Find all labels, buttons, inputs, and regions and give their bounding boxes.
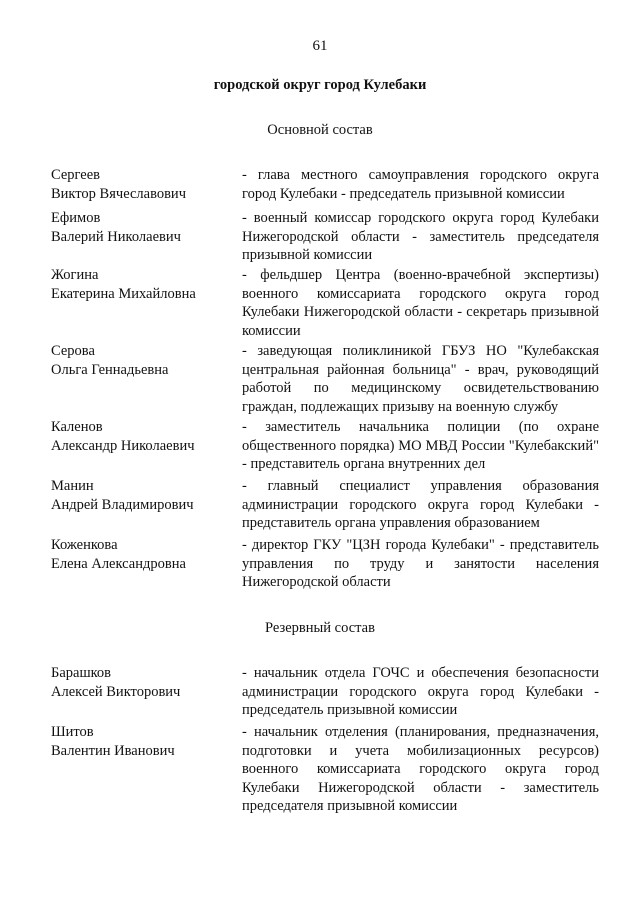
member-given-names: Ольга Геннадьевна [51,361,169,378]
member-name [51,723,239,760]
member-role: - заведующая поликлиникой ГБУЗ НО "Кулебакская центральная районная больница" - врач, руководящий работой по медицинскому освидетельствованию граждан, подлежащих призыву на военную службу [242,343,599,415]
member-name [51,166,239,203]
section-heading-main: Основной состав [267,122,373,138]
member-surname: Манин [51,478,94,494]
member-surname: Барашков [51,665,112,681]
member-given-names: Андрей Владимирович [51,496,194,513]
member-surname: Каленов [51,419,103,435]
member-name [51,342,239,379]
section-heading-reserve: Резервный состав [265,620,375,636]
member-given-names: Виктор Вячеславович [51,185,186,202]
member-role: - глава местного самоуправления городского округа город Кулебаки - председатель призывной комиссии [242,167,599,202]
member-given-names: Алексей Викторович [51,683,181,700]
member-name [51,266,239,303]
member-role: - военный комиссар городского округа город Кулебаки Нижегородской области - заместитель председателя призывной комиссии [242,210,599,264]
member-name [51,477,239,514]
member-surname: Шитов [51,724,94,740]
member-surname: Серова [51,343,95,359]
member-name [51,418,239,455]
member-given-names: Александр Николаевич [51,437,195,454]
document-title: городской округ город Кулебаки [213,77,427,93]
member-role: - главный специалист управления образования администрации городского округа город Кулебаки - представитель органа управления образованием [242,478,599,532]
member-given-names: Валерий Николаевич [51,228,181,245]
member-role: - фельдшер Центра (военно-врачебной экспертизы) военного комиссариата городского округа город Кулебаки Нижегородской области - секретарь призывной комиссии [242,267,599,339]
member-surname: Коженкова [51,537,118,553]
member-surname: Ефимов [51,210,101,226]
member-given-names: Екатерина Михайловна [51,285,196,302]
member-role: - директор ГКУ "ЦЗН города Кулебаки" - представитель управления по труду и занятости населения Нижегородской области [242,537,599,591]
member-surname: Жогина [51,267,99,283]
member-role: - начальник отделения (планирования, предназначения, подготовки и учета мобилизационных ресурсов) военного комиссариата городского округа город Кулебаки Нижегородской области - заместитель председателя призывной комиссии [242,724,599,815]
member-given-names: Валентин Иванович [51,742,175,759]
member-name [51,664,239,701]
member-role: - заместитель начальника полиции (по охране общественного порядка) МО МВД России "Кулебакский" - представитель органа внутренних дел [242,419,599,473]
page-number: 61 [312,38,328,54]
member-surname: Сергеев [51,167,101,183]
member-name [51,209,239,246]
member-name [51,536,239,573]
member-given-names: Елена Александровна [51,555,186,572]
member-role: - начальник отдела ГОЧС и обеспечения безопасности администрации городского округа город Кулебаки - председатель призывной комиссии [242,665,599,719]
